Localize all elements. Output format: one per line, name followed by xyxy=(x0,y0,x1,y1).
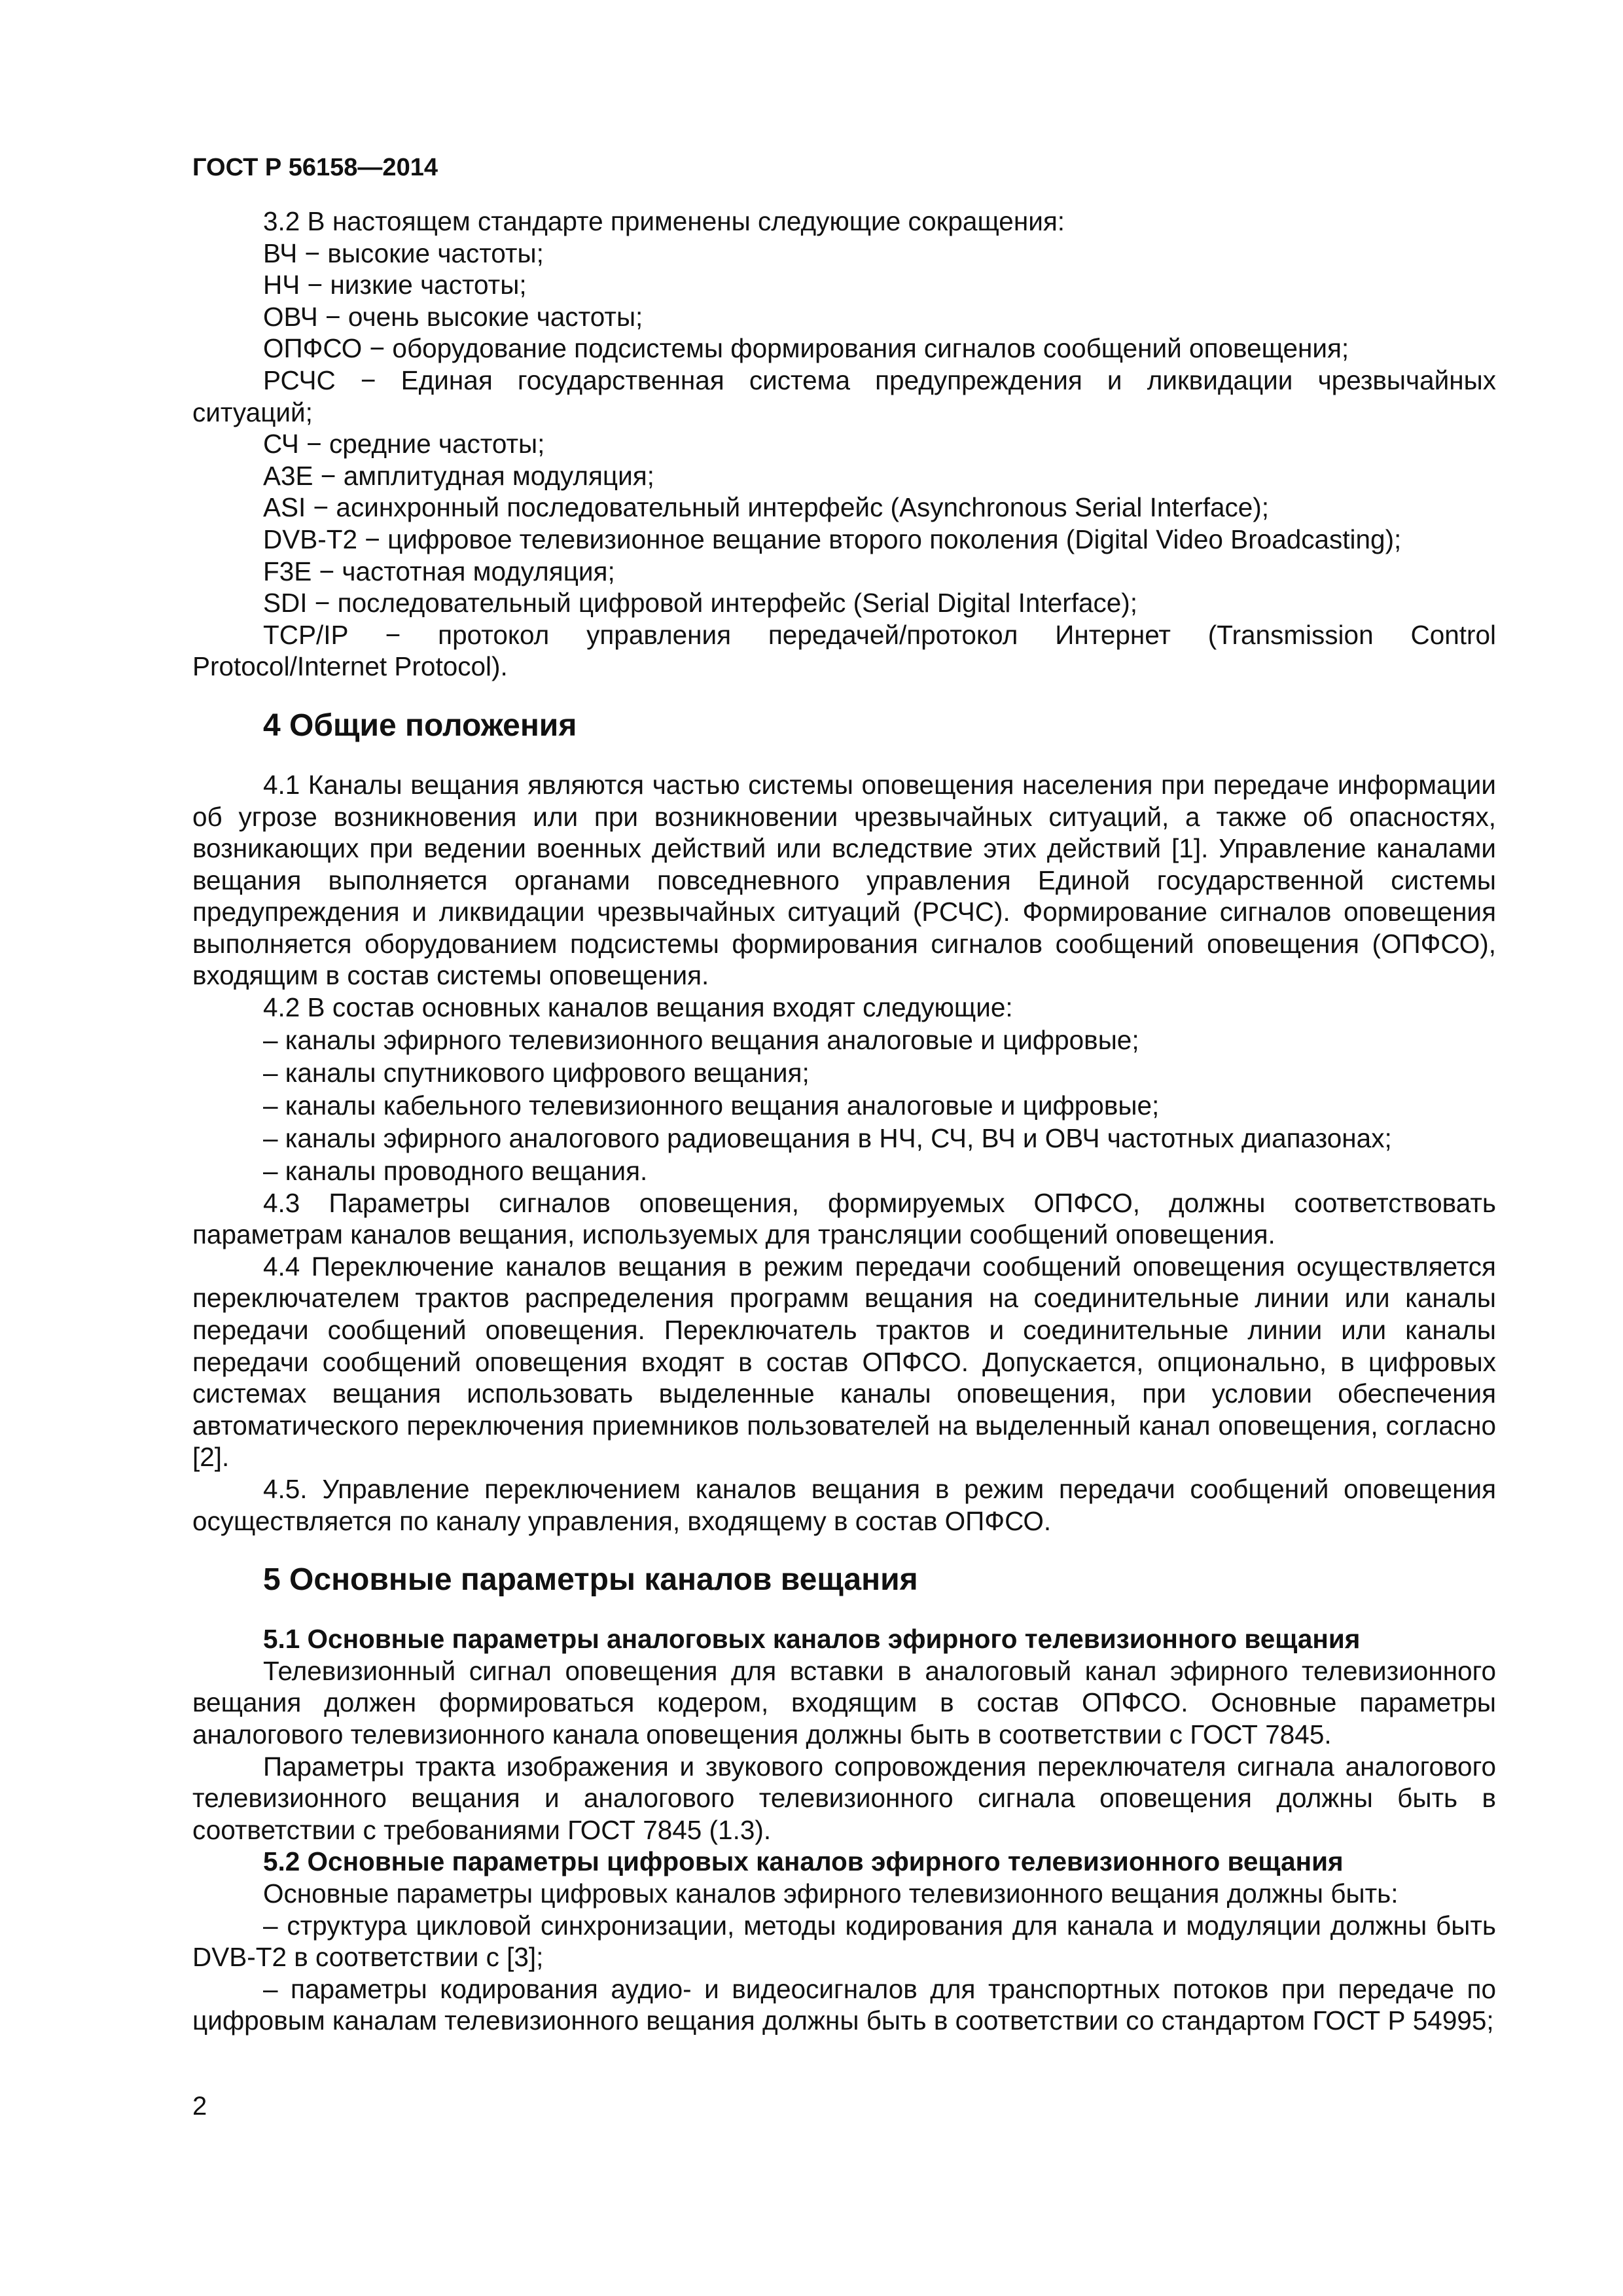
list-item: – каналы проводного вещания. xyxy=(263,1155,648,1186)
list-item-5-2-a: – структура цикловой синхронизации, методы кодирования для канала и модуляции должны быть DVB-T2 в соответствии с [3]; xyxy=(192,1910,1496,1973)
page-number: 2 xyxy=(192,2092,207,2121)
abbr-sdi: SDI − последовательный цифровой интерфейс (Serial Digital Interface); xyxy=(263,588,1138,619)
list-item-5-2-b: – параметры кодирования аудио- и видеосигналов для транспортных потоков при передаче по цифровым каналам телевизионного вещания должны быть в соответствии со стандартом ГОСТ Р 54995; xyxy=(192,1973,1496,2036)
abbr-rschs-line1: РСЧС − Единая государственная система предупреждения и ликвидации чрезвычайных xyxy=(263,365,1496,395)
section4-title: 4 Общие положения xyxy=(263,708,577,743)
abbr-f3e: F3E − частотная модуляция; xyxy=(263,556,615,586)
list-item: – каналы эфирного телевизионного вещания аналоговые и цифровые; xyxy=(263,1024,1139,1055)
abbr-asi: ASI − асинхронный последовательный интерфейс (Asynchronous Serial Interface); xyxy=(263,492,1270,523)
document-header: ГОСТ Р 56158—2014 xyxy=(192,154,438,181)
abbr-a3e: A3E − амплитудная модуляция; xyxy=(263,460,654,491)
section3-intro: 3.2 В настоящем стандарте применены следующие сокращения: xyxy=(263,206,1065,236)
abbr-ovch: ОВЧ − очень высокие частоты; xyxy=(263,301,643,332)
section5-title: 5 Основные параметры каналов вещания xyxy=(263,1562,918,1598)
abbr-rschs-line2: ситуаций; xyxy=(192,397,313,427)
list-item: – каналы эфирного аналогового радиовещания в НЧ, СЧ, ВЧ и ОВЧ частотных диапазонах; xyxy=(263,1122,1392,1153)
abbr-opfso: ОПФСО − оборудование подсистемы формирования сигналов сообщений оповещения; xyxy=(263,333,1349,364)
abbr-tcpip-line2: Protocol/Internet Protocol). xyxy=(192,651,508,682)
abbr-vch: ВЧ − высокие частоты; xyxy=(263,238,544,268)
abbr-sch: СЧ − средние частоты; xyxy=(263,429,545,459)
paragraph-4-4: 4.4 Переключение каналов вещания в режим передачи сообщений оповещения осуществляется переключателем трактов распределения программ вещания на соединительные линии или каналы передачи сообщений оповещения. Переключатель трактов и соединительные линии или каналы передачи сообщений оповещения входят в состав ОПФСО. Допускается, опционально, в цифровых системах вещания использовать выделенные каналы оповещения, при условии обеспечения автоматического переключения приемников пользователей на выделенный канал оповещения, согласно [2]. xyxy=(192,1251,1496,1473)
paragraph-5-2-1: Основные параметры цифровых каналов эфирного телевизионного вещания должны быть: xyxy=(263,1878,1399,1909)
abbr-nch: НЧ − низкие частоты; xyxy=(263,270,527,300)
abbr-tcpip-line1: TCP/IP − протокол управления передачей/протокол Интернет (Transmission Control xyxy=(263,619,1496,650)
list-item: – каналы спутникового цифрового вещания; xyxy=(263,1057,810,1088)
paragraph-4-1: 4.1 Каналы вещания являются частью системы оповещения населения при передаче информации об угрозе возникновения или при возникновении чрезвычайных ситуаций, а также об опасностях, возникающих при ведении военных действий или вследствие этих действий [1]. Управление каналами вещания выполняется органами повседневного управления Единой государственной системы предупреждения и ликвидации чрезвычайных ситуаций (РСЧС). Формирование сигналов оповещения выполняется оборудованием подсистемы формирования сигналов сообщений оповещения (ОПФСО), входящим в состав системы оповещения. xyxy=(192,769,1496,991)
subsection-5-2-title: 5.2 Основные параметры цифровых каналов эфирного телевизионного вещания xyxy=(263,1846,1344,1877)
list-item: – каналы кабельного телевизионного вещания аналоговые и цифровые; xyxy=(263,1090,1160,1121)
abbr-dvbt2: DVB-T2 − цифровое телевизионное вещание второго поколения (Digital Video Broadcasting); xyxy=(263,524,1402,554)
paragraph-4-2: 4.2 В состав основных каналов вещания входят следующие: xyxy=(263,992,1013,1023)
paragraph-5-1-2: Параметры тракта изображения и звукового сопровождения переключателя сигнала аналогового телевизионного вещания и аналогового телевизионного сигнала оповещения должны быть в соответствии с требованиями ГОСТ 7845 (1.3). xyxy=(192,1751,1496,1845)
paragraph-4-3: 4.3 Параметры сигналов оповещения, формируемых ОПФСО, должны соответствовать параметрам каналов вещания, используемых для трансляции сообщений оповещения. xyxy=(192,1187,1496,1250)
paragraph-4-5: 4.5. Управление переключением каналов вещания в режим передачи сообщений оповещения осуществляется по каналу управления, входящему в состав ОПФСО. xyxy=(192,1474,1496,1536)
subsection-5-1-title: 5.1 Основные параметры аналоговых каналов эфирного телевизионного вещания xyxy=(263,1624,1361,1655)
document-page xyxy=(192,152,1496,2037)
paragraph-5-1-1: Телевизионный сигнал оповещения для вставки в аналоговый канал эфирного телевизионного вещания должен формироваться кодером, входящим в состав ОПФСО. Основные параметры аналогового телевизионного канала оповещения должны быть в соответствии с ГОСТ 7845. xyxy=(192,1655,1496,1749)
